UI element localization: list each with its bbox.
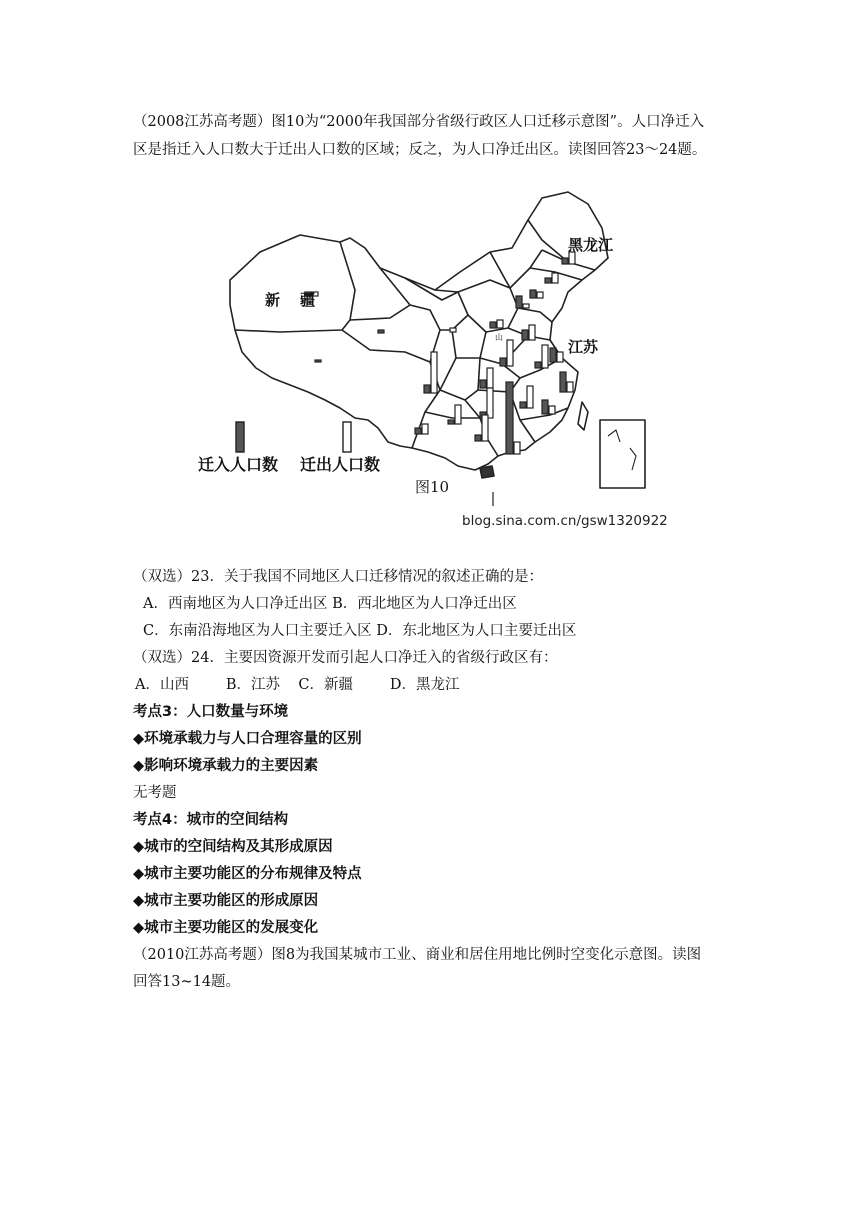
section-4-item-1: ◆城市的空间结构及其形成原因: [133, 839, 333, 855]
bar-in-anhui: [535, 362, 541, 368]
hainan-outline: [480, 466, 494, 478]
bar-in-guangdong: [506, 382, 513, 454]
bar-in-sichuan: [424, 385, 430, 393]
bar-out-anhui: [542, 345, 548, 368]
section-4-item-2: ◆城市主要功能区的分布规律及特点: [133, 866, 362, 882]
bar-in-jiangsu: [550, 348, 556, 362]
bar-in-henan: [500, 358, 506, 366]
bar-in-shanxi: [490, 322, 496, 328]
bar-out-yunnan: [422, 424, 428, 434]
bar-in-hubei: [480, 380, 486, 388]
label-shan: 山: [495, 333, 503, 342]
watermark: blog.sina.com.cn/gsw1320922: [462, 513, 668, 529]
section-4-item-4: ◆城市主要功能区的发展变化: [133, 920, 319, 936]
bar-out-jiangxi: [527, 386, 533, 408]
q23-options-row-1: A．西南地区为人口净迁出区 B．西北地区为人口净迁出区: [143, 596, 517, 612]
bar-in-guizhou: [448, 420, 454, 424]
boundary-xinjiang: [235, 242, 355, 332]
bar-out-jilin: [552, 273, 558, 283]
q13-line-1: （2010江苏高考题）图8为我国某城市工业、商业和居住用地比例时空变化示意图。读图: [133, 947, 702, 963]
bar-out-guangxi: [482, 415, 488, 441]
bar-out-liaoning: [537, 292, 543, 298]
section-3-item-2: ◆影响环境承载力的主要因素: [133, 758, 319, 774]
q13-line-2: 回答13~14题。: [133, 974, 241, 990]
bar-out-jiangsu: [557, 352, 563, 362]
label-jiangsu: 江苏: [568, 338, 599, 356]
q24-options: A．山西 B．江苏 C．新疆 D．黑龙江: [135, 677, 460, 693]
bar-out-guangdong: [514, 442, 520, 454]
label-heilongjiang: 黑龙江: [568, 236, 614, 254]
bar-in-fujian: [542, 400, 548, 414]
section-3-item-1: ◆环境承载力与人口合理容量的区别: [133, 731, 362, 747]
bar-out-gansu: [450, 328, 456, 332]
bar-out-fujian: [549, 406, 555, 414]
legend-out-swatch: [343, 422, 351, 452]
bar-in-zhejiang: [560, 372, 566, 392]
bar-out-shanxi: [497, 320, 503, 328]
bar-out-hubei: [487, 368, 493, 388]
q24-stem: （双选）24．主要因资源开发而引起人口净迁入的省级行政区有：: [133, 650, 558, 666]
bar-out-beijing: [523, 304, 529, 308]
bar-out-shandong: [529, 325, 535, 340]
bar-out-henan: [507, 340, 513, 366]
bar-out-hunan: [487, 388, 493, 418]
section-3-title: 考点3：人口数量与环境: [133, 704, 289, 720]
q23-options-row-2: C．东南沿海地区为人口主要迁入区 D．东北地区为人口主要迁出区: [143, 623, 577, 639]
taiwan-outline: [578, 402, 588, 430]
section-4-item-3: ◆城市主要功能区的形成原因: [133, 893, 319, 909]
legend-in-swatch: [236, 422, 244, 452]
q23-stem: （双选）23．关于我国不同地区人口迁移情况的叙述正确的是：: [133, 569, 543, 585]
boundary-gansu: [380, 268, 468, 330]
population-migration-map: [190, 180, 670, 530]
bar-out-guizhou: [455, 405, 461, 424]
bar-in-jiangxi: [520, 402, 526, 408]
label-jiang: 疆: [300, 291, 316, 309]
section-3-note: 无考题: [133, 785, 177, 801]
south-china-sea-inset: [600, 420, 645, 488]
bar-in-qinghai: [378, 330, 384, 333]
bar-out-sichuan: [431, 352, 437, 393]
legend-out-label: 迁出人口数: [300, 455, 381, 474]
bar-in-tibet: [315, 360, 321, 362]
intro-line-2: 区是指迁入人口数大于迁出人口数的区域；反之，为人口净迁出区。读图回答23～24题。: [133, 142, 707, 158]
figure-caption: 图10: [415, 478, 450, 496]
bar-in-shandong: [522, 330, 528, 340]
bar-in-guangxi: [475, 435, 481, 441]
bar-in-jilin: [545, 278, 551, 283]
boundary-qinghai: [350, 305, 440, 362]
bar-in-liaoning: [530, 290, 536, 298]
bar-in-heilongjiang: [562, 258, 568, 264]
label-xin: 新: [265, 291, 281, 309]
boundary-inner-mongolia: [435, 250, 542, 292]
legend-in-label: 迁入人口数: [198, 455, 279, 474]
bar-in-beijing: [516, 296, 522, 308]
bar-in-yunnan: [415, 428, 421, 434]
section-4-title: 考点4：城市的空间结构: [133, 812, 289, 828]
intro-line-1: （2008江苏高考题）图10为“2000年我国部分省级行政区人口迁移示意图”。人口净迁入: [133, 114, 705, 130]
bar-out-zhejiang: [567, 382, 573, 392]
